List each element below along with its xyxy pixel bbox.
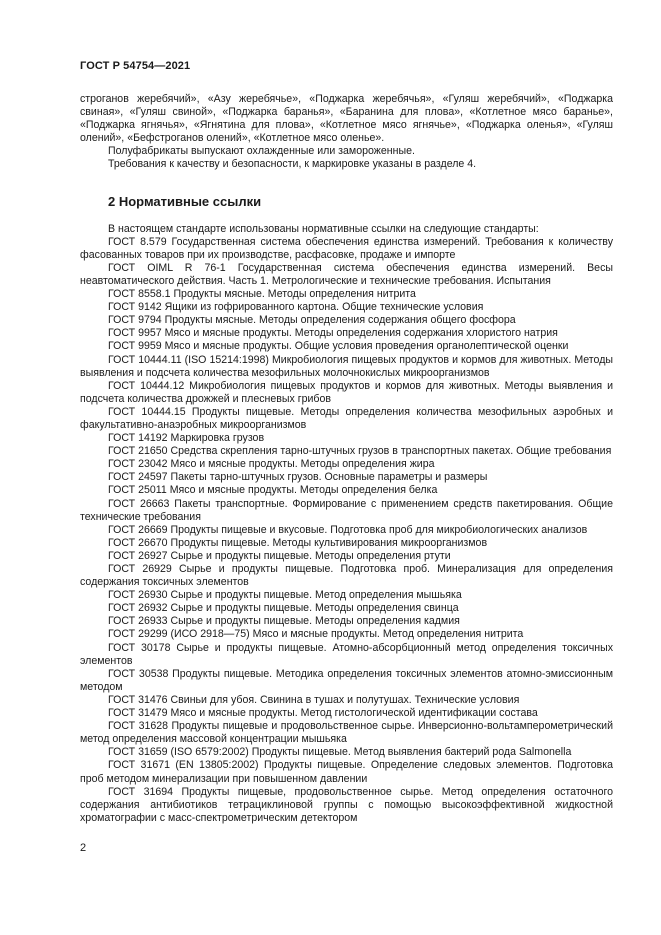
document-id-header: ГОСТ Р 54754—2021 bbox=[80, 60, 191, 72]
reference-item: ГОСТ 8.579 Государственная система обеспечения единства измерений. Требования к количеству фасованных товаров при их производстве, расфасовке, продаже и импорте bbox=[80, 235, 613, 261]
intro-paragraph: строганов жеребячий», «Азу жеребячье», «Поджарка жеребячья», «Гуляш жеребячий», «Поджарка свиная», «Гуляш свиной», «Поджарка баранья», «Баранина для плова», «Котлетное мясо баранье», «Поджарка ягнячья», «Ягнятина для плова», «Котлетное мясо ягнячье», «Поджарка оленья», «Гуляш олений», «Бефстроганов олений», «Котлетное мясо оленье». bbox=[80, 93, 613, 145]
section-heading: 2 Нормативные ссылки bbox=[108, 193, 262, 209]
reference-item: ГОСТ 29299 (ИСО 2918—75) Мясо и мясные продукты. Метод определения нитрита bbox=[108, 628, 524, 641]
reference-item: ГОСТ 31476 Свиньи для убоя. Свинина в тушах и полутушах. Технические условия bbox=[108, 693, 520, 706]
reference-item: ГОСТ 9794 Продукты мясные. Методы определения содержания общего фосфора bbox=[108, 314, 516, 327]
reference-item: ГОСТ 31479 Мясо и мясные продукты. Метод гистологической идентификации состава bbox=[108, 707, 538, 720]
reference-item: ГОСТ 26930 Сырье и продукты пищевые. Метод определения мышьяка bbox=[108, 589, 462, 602]
reference-item: ГОСТ 8558.1 Продукты мясные. Методы определения нитрита bbox=[108, 288, 416, 301]
reference-item: ГОСТ 26663 Пакеты транспортные. Формирование с применением средств пакетирования. Общие технические требования bbox=[80, 497, 613, 523]
reference-item: ГОСТ 9959 Мясо и мясные продукты. Общие условия проведения органолептической оценки bbox=[108, 340, 569, 353]
reference-item: ГОСТ 14192 Маркировка грузов bbox=[108, 432, 265, 445]
reference-item: ГОСТ 10444.11 (ISO 15214:1998) Микробиология пищевых продуктов и кормов для животных. Методы выявления и подсчета количества мезофильных молочнокислых микроорганизмов bbox=[80, 353, 613, 379]
reference-item: ГОСТ 26670 Продукты пищевые. Методы культивирования микроорганизмов bbox=[108, 536, 488, 549]
reference-item: ГОСТ 21650 Средства скрепления тарно-штучных грузов в транспортных пакетах. Общие требования bbox=[108, 445, 612, 458]
section-lead: В настоящем стандарте использованы нормативные ссылки на следующие стандарты: bbox=[108, 222, 539, 235]
reference-item: ГОСТ 26927 Сырье и продукты пищевые. Методы определения ртути bbox=[108, 549, 451, 562]
reference-item: ГОСТ 31671 (EN 13805:2002) Продукты пищевые. Определение следовых элементов. Подготовка проб методом минерализации при повышенном давлении bbox=[80, 759, 613, 785]
reference-item: ГОСТ 30178 Сырье и продукты пищевые. Атомно-абсорбционный метод определения токсичных элементов bbox=[80, 641, 613, 667]
reference-item: ГОСТ 10444.12 Микробиология пищевых продуктов и кормов для животных. Методы выявления и подсчета количества дрожжей и плесневых грибов bbox=[80, 379, 613, 405]
reference-item: ГОСТ 31628 Продукты пищевые и продовольственное сырье. Инверсионно-вольтамперометрический метод определения массовой концентрации мышьяка bbox=[80, 720, 613, 746]
reference-item: ГОСТ 26932 Сырье и продукты пищевые. Методы определения свинца bbox=[108, 602, 459, 615]
reference-item: ГОСТ 26669 Продукты пищевые и вкусовые. Подготовка проб для микробиологических анализов bbox=[108, 523, 588, 536]
reference-item: ГОСТ 26929 Сырье и продукты пищевые. Подготовка проб. Минерализация для определения содержания токсичных элементов bbox=[80, 563, 613, 589]
reference-item: ГОСТ 9142 Ящики из гофрированного картона. Общие технические условия bbox=[108, 301, 484, 314]
reference-item: ГОСТ 30538 Продукты пищевые. Методика определения токсичных элементов атомно-эмиссионным методом bbox=[80, 667, 613, 693]
intro-paragraph: Требования к качеству и безопасности, к маркировке указаны в разделе 4. bbox=[108, 158, 477, 171]
intro-paragraph: Полуфабрикаты выпускают охлажденные или замороженные. bbox=[108, 145, 415, 158]
reference-item: ГОСТ 10444.15 Продукты пищевые. Методы определения количества мезофильных аэробных и факультативно-анаэробных микроорганизмов bbox=[80, 405, 613, 431]
reference-item: ГОСТ OIML R 76-1 Государственная система обеспечения единства измерений. Весы неавтоматического действия. Часть 1. Метрологические и технические требования. Испытания bbox=[80, 261, 613, 287]
reference-item: ГОСТ 31694 Продукты пищевые, продовольственное сырье. Метод определения остаточного содержания антибиотиков тетрациклиновой группы с помощью высокоэффективной жидкостной хроматографии с масс-спектрометрическим детектором bbox=[80, 785, 613, 824]
reference-item: ГОСТ 9957 Мясо и мясные продукты. Методы определения содержания хлористого натрия bbox=[108, 327, 558, 340]
reference-item: ГОСТ 26933 Сырье и продукты пищевые. Методы определения кадмия bbox=[108, 615, 460, 628]
reference-item: ГОСТ 23042 Мясо и мясные продукты. Методы определения жира bbox=[108, 458, 435, 471]
page-content bbox=[80, 93, 613, 825]
reference-item: ГОСТ 24597 Пакеты тарно-штучных грузов. Основные параметры и размеры bbox=[108, 471, 488, 484]
reference-item: ГОСТ 25011 Мясо и мясные продукты. Методы определения белка bbox=[108, 484, 438, 497]
page-number: 2 bbox=[80, 842, 87, 854]
reference-item: ГОСТ 31659 (ISO 6579:2002) Продукты пищевые. Метод выявления бактерий рода Salmonella bbox=[108, 746, 572, 759]
